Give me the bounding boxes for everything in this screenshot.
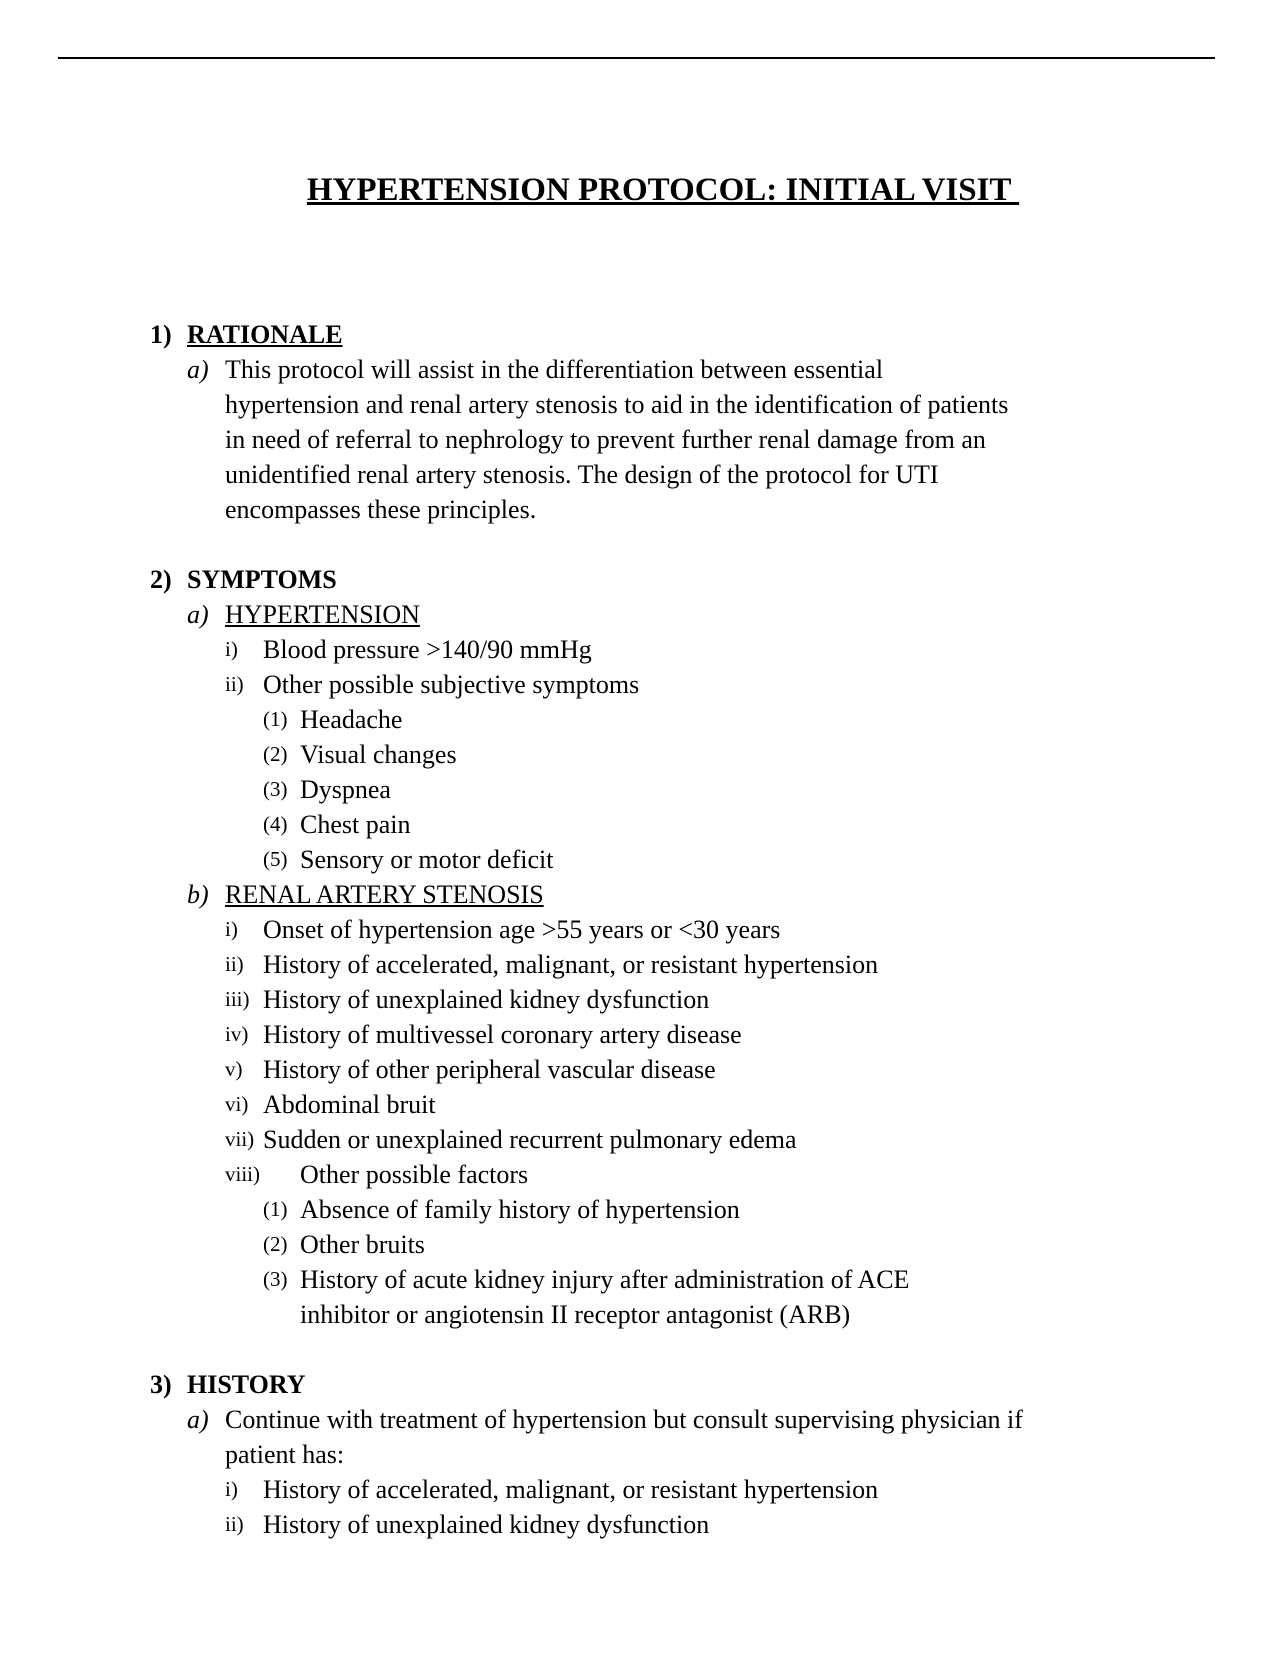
paragraph-line: unidentified renal artery stenosis. The design of the protocol for UTI bbox=[225, 460, 939, 489]
item-marker: iii) bbox=[225, 987, 250, 1011]
item-marker: iv) bbox=[225, 1022, 249, 1046]
paragraph-line: Continue with treatment of hypertension but consult supervising physician if bbox=[225, 1405, 1023, 1434]
item-marker: ii) bbox=[225, 952, 244, 976]
list-item: Other possible factors bbox=[300, 1160, 529, 1189]
item-marker: (3) bbox=[263, 1267, 288, 1291]
item-marker: vii) bbox=[225, 1127, 255, 1151]
page-title: HYPERTENSION PROTOCOL: INITIAL VISIT bbox=[306, 172, 1020, 208]
item-marker: vi) bbox=[225, 1092, 249, 1116]
section-heading: SYMPTOMS bbox=[187, 565, 337, 594]
list-item: History of unexplained kidney dysfunction bbox=[263, 1510, 710, 1539]
item-marker: viii) bbox=[225, 1162, 260, 1186]
list-item: History of multivessel coronary artery disease bbox=[263, 1020, 742, 1049]
item-marker: i) bbox=[225, 917, 238, 941]
item-marker: a) bbox=[187, 355, 209, 384]
section-number: 2) bbox=[150, 565, 172, 594]
list-item: Chest pain bbox=[300, 810, 411, 839]
subsection-heading: RENAL ARTERY STENOSIS bbox=[225, 880, 544, 909]
list-item: History of acute kidney injury after administration of ACE bbox=[300, 1265, 910, 1294]
section-number: 1) bbox=[150, 320, 172, 349]
section-number: 3) bbox=[150, 1370, 172, 1399]
item-marker: a) bbox=[187, 1405, 209, 1434]
list-item: Visual changes bbox=[300, 740, 457, 769]
section-heading: RATIONALE bbox=[187, 320, 343, 349]
item-marker: ii) bbox=[225, 672, 244, 696]
item-marker: b) bbox=[187, 880, 209, 909]
item-marker: (2) bbox=[263, 1232, 288, 1256]
list-item: Other bruits bbox=[300, 1230, 425, 1259]
list-item: Abdominal bruit bbox=[263, 1090, 436, 1119]
list-item: Dyspnea bbox=[300, 775, 391, 804]
list-item: Headache bbox=[300, 705, 403, 734]
item-marker: (5) bbox=[263, 847, 288, 871]
list-item: History of other peripheral vascular disease bbox=[263, 1055, 716, 1084]
list-item: History of unexplained kidney dysfunction bbox=[263, 985, 710, 1014]
subsection-heading: HYPERTENSION bbox=[225, 600, 420, 629]
item-marker: v) bbox=[225, 1057, 243, 1081]
item-marker: i) bbox=[225, 1477, 238, 1501]
item-marker: (3) bbox=[263, 777, 288, 801]
list-item: Sensory or motor deficit bbox=[300, 845, 554, 874]
header-rule bbox=[58, 57, 1215, 59]
section-heading: HISTORY bbox=[187, 1370, 306, 1399]
item-marker: (2) bbox=[263, 742, 288, 766]
paragraph-line: in need of referral to nephrology to prevent further renal damage from an bbox=[225, 425, 986, 454]
list-item: History of accelerated, malignant, or resistant hypertension bbox=[263, 950, 879, 979]
paragraph-line: hypertension and renal artery stenosis to aid in the identification of patients bbox=[225, 390, 1009, 419]
list-item: Absence of family history of hypertension bbox=[300, 1195, 740, 1224]
list-item: Sudden or unexplained recurrent pulmonary edema bbox=[263, 1125, 797, 1154]
list-item-continuation: inhibitor or angiotensin II receptor antagonist (ARB) bbox=[300, 1300, 851, 1329]
item-marker: (1) bbox=[263, 707, 288, 731]
item-marker: a) bbox=[187, 600, 209, 629]
item-marker: (1) bbox=[263, 1197, 288, 1221]
list-item: History of accelerated, malignant, or resistant hypertension bbox=[263, 1475, 879, 1504]
item-marker: ii) bbox=[225, 1512, 244, 1536]
list-item: Blood pressure >140/90 mmHg bbox=[263, 635, 592, 664]
paragraph-line: patient has: bbox=[225, 1440, 345, 1469]
item-marker: (4) bbox=[263, 812, 288, 836]
list-item: Other possible subjective symptoms bbox=[263, 670, 640, 699]
list-item: Onset of hypertension age >55 years or <30 years bbox=[263, 915, 781, 944]
paragraph-line: This protocol will assist in the differentiation between essential bbox=[225, 355, 884, 384]
item-marker: i) bbox=[225, 637, 238, 661]
paragraph-line: encompasses these principles. bbox=[225, 495, 537, 524]
